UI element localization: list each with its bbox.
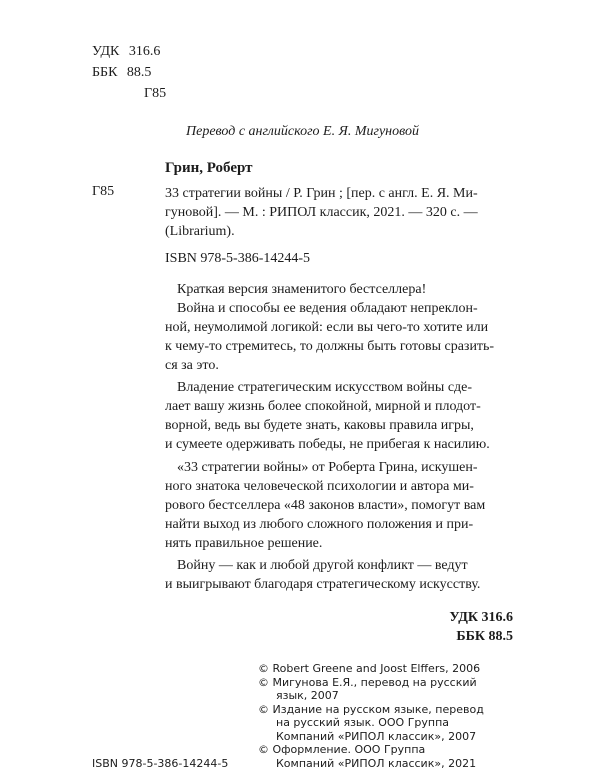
annotation-line: ся за это. [165,358,219,373]
annotation-line: к чему-то стремитесь, то должны быть готовы сразить- [165,339,495,354]
bbk-top-line [92,65,151,81]
copyright-line: © Издание на русском языке, перевод [258,702,484,716]
copyright-line: Компаний «РИПОЛ классик», 2007 [276,729,477,743]
copyright-line: © Оформление. ООО Группа [258,743,426,756]
copyright-line: на русский язык. ООО Группа [276,716,450,729]
translation-note: Перевод с английского Е. Я. Мигуновой [186,124,419,139]
author-heading: Грин, Роберт [165,160,253,176]
bbk-label: ББК [92,65,118,80]
copyright-line: © Мигунова Е.Я., перевод на русский [258,675,477,689]
udk-label: УДК [92,44,120,59]
bbk-value: 88.5 [126,65,152,80]
udk-value: 316.6 [128,44,161,59]
annotation-line: Война и способы ее ведения обладают непреклон- [177,301,478,316]
copyright-icon: © [258,702,269,716]
annotation-line: ного знатока человеческой психологии и автора ми- [165,479,474,494]
footer-isbn: ISBN 978-5-386-14244-5 [92,756,229,770]
annotation-line: и сумеете одерживать победы, не прибегая к насилию. [165,437,490,452]
author-mark-top: Г85 [144,86,167,101]
catalog-mark: Г85 [92,184,115,199]
udk-top-line [92,44,160,60]
isbn-line: ISBN 978-5-386-14244-5 [165,251,311,266]
annotation-line: лает вашу жизнь более спокойной, мирной и плодот- [165,399,481,414]
description-line-2: гуновой]. — М. : РИПОЛ классик, 2021. — 320 с. — [165,205,478,220]
annotation-line: Войну — как и любой другой конфликт — ведут [177,558,468,573]
annotation-line: и выигрывают благодаря стратегическому искусству. [165,577,481,592]
annotation-line: Краткая версия знаменитого бестселлера! [177,282,427,297]
description-line-1: 33 стратегии войны / Р. Грин ; [пер. с англ. Е. Я. Ми- [165,186,478,201]
annotation-line: нять правильное решение. [165,536,323,551]
annotation-line: «33 стратегии войны» от Роберта Грина, искушен- [177,460,478,475]
annotation-line: ной, неумолимой логикой: если вы чего-то хотите или [165,320,489,335]
copyright-line: язык, 2007 [276,689,339,702]
annotation-line: рового бестселлера «48 законов власти», помогут вам [165,498,486,513]
udk-bottom: УДК 316.6 [449,610,513,625]
annotation-line: найти выход из любого сложного положения и при- [165,517,474,532]
annotation-line: Владение стратегическим искусством войны сде- [177,380,473,395]
bbk-bottom: ББК 88.5 [456,629,513,644]
copyright-line: © Robert Greene and Joost Elffers, 2006 [258,662,481,675]
copyright-line: Компаний «РИПОЛ классик», 2021 [276,756,477,770]
description-line-3: (Librarium). [165,224,235,239]
annotation-line: ворной, ведь вы будете знать, каковы правила игры, [165,418,474,433]
copyright-icon: © [258,662,269,675]
copyright-icon: © [258,675,269,689]
copyright-icon: © [258,743,269,756]
